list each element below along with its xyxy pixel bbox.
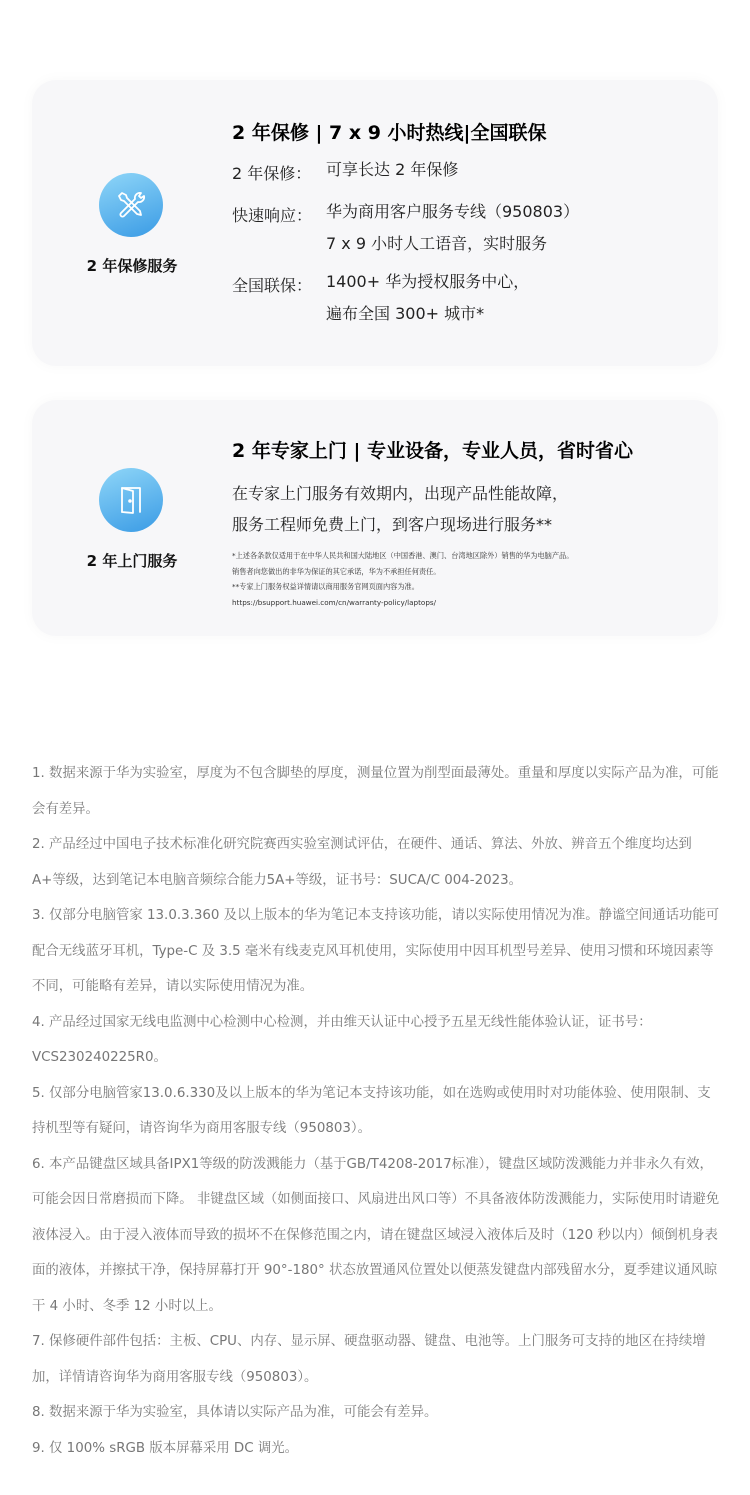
footnote: 4. 产品经过国家无线电监测中心检测中心检测，并由维天认证中心授予五星无线性能体验认证，证书号：VCS230240225R0。 <box>32 1014 652 1065</box>
footnote: 1. 数据来源于华为实验室，厚度为不包含脚垫的厚度，测量位置为削型面最薄处。重量和厚度以实际产品为准，可能会有差异。 <box>32 766 719 817</box>
footnote: 5. 仅部分电脑管家13.0.6.330及以上版本的华为笔记本支持该功能，如在选购或使用时对功能体验、使用限制、支持机型等有疑问，请咨询华为商用客服专线（950803）。 <box>32 1085 711 1136</box>
onsite-service-label: 2 年上门服务 <box>86 552 178 570</box>
footnote: 9. 仅 100% sRGB 版本屏幕采用 DC 调光。 <box>32 1440 299 1456</box>
row-value: 可享长达 2 年保修 <box>326 160 459 179</box>
tools-icon <box>99 173 163 237</box>
warranty-service-card <box>32 80 718 366</box>
footnote: 8. 数据来源于华为实验室，具体请以实际产品为准，可能会有差异。 <box>32 1405 438 1420</box>
warranty-service-label: 2 年保修服务 <box>86 257 178 275</box>
footnote: 6. 本产品键盘区域具备IPX1等级的防泼溅能力（基于GB/T4208-2017标准），键盘区域防泼溅能力并非永久有效，可能会因日常磨损而下降。 非键盘区域（如侧面接口、风扇进出风口等）不具备液体防泼溅能力，实际使用时请避免液体浸入。由于浸入液体而导致的损坏不在保修范围之内，请在键盘区域浸入液体后及时（120 秒以内）倾倒机身表面的液体，并擦拭干净，保持屏幕打开 90°-180° 状态放置通风位置处以便蒸发键盘内部残留水分，夏季建议通风晾干 4 小时、冬季 12 小时以上。 <box>32 1156 720 1314</box>
footnote: 3. 仅部分电脑管家 13.0.3.360 及以上版本的华为笔记本支持该功能，请以实际使用情况为准。静谧空间通话功能可配合无线蓝牙耳机，Type-C 及 3.5 毫米有线麦克风耳机使用，实际使用中因耳机型号差异、使用习惯和环境因素等不同，可能略有差异，请以实际使用情况为准。 <box>32 908 720 994</box>
row-key: 2 年保修： <box>232 164 312 183</box>
row-value: 1400+ 华为授权服务中心， 遍布全国 300+ 城市* <box>326 272 530 323</box>
row-key: 快速响应： <box>232 206 313 225</box>
fine-print: *上述各条款仅适用于在中华人民共和国大陆地区（中国香港、澳门、台湾地区除外）销售的华为电脑产品。 销售者向您做出的非华为保证的其它承诺，华为不承担任何责任。 **专家上门服务权益详情请以商用服务官网页面内容为准。 https://bsupport.huawei.com/cn/warranty-policy/laptops/ <box>232 551 574 607</box>
row-key: 全国联保： <box>232 276 313 295</box>
footnote: 7. 保修硬件部件包括：主板、CPU、内存、显示屏、硬盘驱动器、键盘、电池等。上门服务可支持的地区在持续增加，详情请咨询华为商用客服专线（950803）。 <box>32 1334 706 1385</box>
row-value: 华为商用客户服务专线（950803） 7 x 9 小时人工语音，实时服务 <box>326 202 580 253</box>
footnotes <box>32 756 722 1466</box>
warranty-title: 2 年保修 | 7 x 9 小时热线|全国联保 <box>232 122 547 144</box>
onsite-service-card <box>32 400 718 636</box>
footnote: 2. 产品经过中国电子技术标准化研究院赛西实验室测试评估，在硬件、通话、算法、外放、辨音五个维度均达到A+等级，达到笔记本电脑音频综合能力5A+等级，证书号：SUCA/C 004-2023。 <box>32 837 692 888</box>
onsite-title: 2 年专家上门 | 专业设备，专业人员，省时省心 <box>232 440 634 462</box>
onsite-description: 在专家上门服务有效期内，出现产品性能故障， 服务工程师免费上门，到客户现场进行服务** <box>232 484 569 534</box>
door-icon <box>99 468 163 532</box>
